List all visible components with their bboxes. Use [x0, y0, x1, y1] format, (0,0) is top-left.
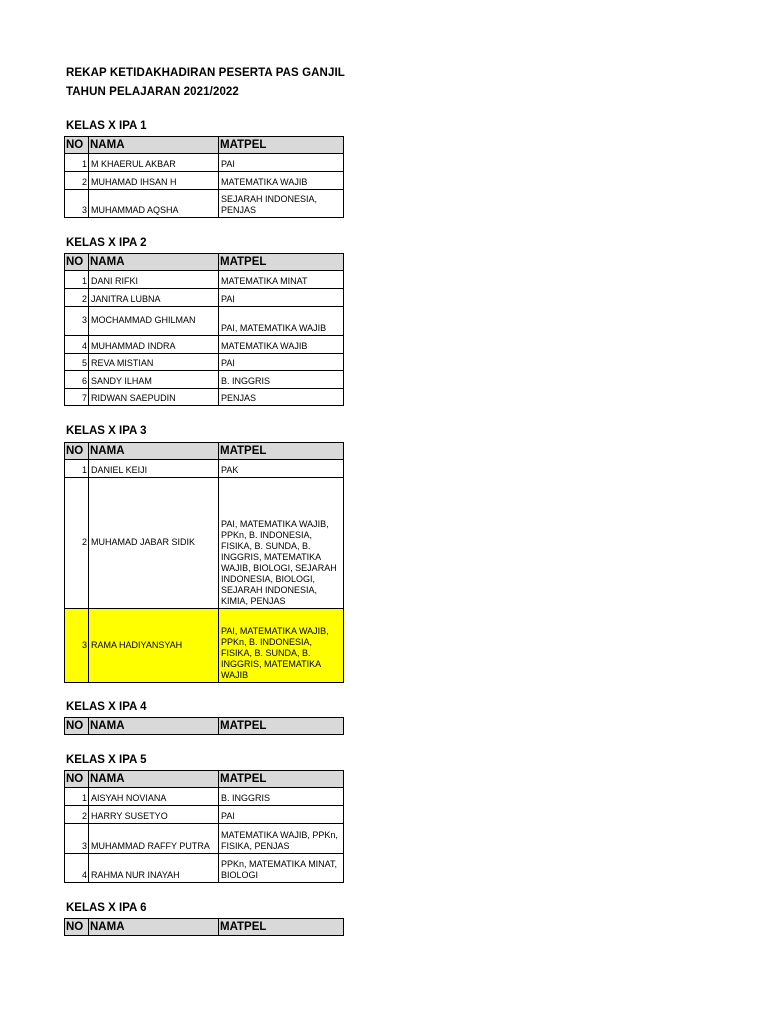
header-nama: NAMA [89, 443, 219, 460]
header-nama: NAMA [89, 771, 219, 788]
cell-no: 1 [65, 154, 89, 172]
document-title: REKAP KETIDAKHADIRAN PESERTA PAS GANJIL [66, 67, 345, 79]
table-row [65, 336, 344, 354]
cell-no: 2 [65, 289, 89, 307]
attendance-table-ipa2 [64, 253, 344, 406]
header-no: NO [65, 443, 89, 460]
cell-nama: RAMA HADIYANSYAH [89, 609, 219, 683]
class-heading-ipa1: KELAS X IPA 1 [66, 120, 147, 132]
class-heading-ipa3: KELAS X IPA 3 [66, 425, 147, 437]
attendance-table-ipa6 [64, 918, 344, 936]
table-row [65, 271, 344, 289]
cell-matpel: B. INGGRIS [219, 371, 344, 389]
cell-no: 4 [65, 854, 89, 883]
cell-matpel: PPKn, MATEMATIKA MINAT, BIOLOGI [219, 854, 344, 883]
header-matpel: MATPEL [219, 718, 344, 735]
cell-nama: SANDY ILHAM [89, 371, 219, 389]
cell-nama: JANITRA LUBNA [89, 289, 219, 307]
header-no: NO [65, 254, 89, 271]
header-matpel: MATPEL [219, 443, 344, 460]
cell-matpel: B. INGGRIS [219, 788, 344, 806]
table-row [65, 154, 344, 172]
cell-no: 1 [65, 788, 89, 806]
cell-no: 1 [65, 460, 89, 478]
header-nama: NAMA [89, 254, 219, 271]
header-matpel: MATPEL [219, 771, 344, 788]
header-no: NO [65, 718, 89, 735]
cell-no: 3 [65, 824, 89, 854]
cell-no: 6 [65, 371, 89, 389]
cell-matpel: PAI, MATEMATIKA WAJIB [219, 307, 344, 336]
document-subtitle: TAHUN PELAJARAN 2021/2022 [66, 86, 239, 98]
table-row [65, 806, 344, 824]
class-heading-ipa5: KELAS X IPA 5 [66, 754, 147, 766]
cell-nama: MUHAMMAD RAFFY PUTRA [89, 824, 219, 854]
cell-nama: DANIEL KEIJI [89, 460, 219, 478]
cell-matpel: PENJAS [219, 389, 344, 406]
table-header-row [65, 771, 344, 788]
table-row [65, 854, 344, 883]
cell-matpel: PAI [219, 289, 344, 307]
header-no: NO [65, 919, 89, 936]
cell-matpel: MATEMATIKA WAJIB [219, 172, 344, 190]
table-row [65, 190, 344, 218]
table-header-row [65, 254, 344, 271]
header-nama: NAMA [89, 718, 219, 735]
cell-nama: DANI RIFKI [89, 271, 219, 289]
cell-matpel: PAK [219, 460, 344, 478]
table-row [65, 478, 344, 609]
attendance-table-ipa1 [64, 136, 344, 218]
table-header-row [65, 137, 344, 154]
cell-matpel: MATEMATIKA WAJIB [219, 336, 344, 354]
header-no: NO [65, 137, 89, 154]
cell-no: 1 [65, 271, 89, 289]
table-row [65, 788, 344, 806]
cell-no: 3 [65, 190, 89, 218]
cell-nama: RIDWAN SAEPUDIN [89, 389, 219, 406]
cell-no: 2 [65, 806, 89, 824]
cell-nama: MUHAMMAD AQSHA [89, 190, 219, 218]
cell-matpel: MATEMATIKA MINAT [219, 271, 344, 289]
class-heading-ipa4: KELAS X IPA 4 [66, 701, 147, 713]
table-row [65, 460, 344, 478]
table-row [65, 824, 344, 854]
table-row [65, 354, 344, 371]
attendance-table-ipa3 [64, 442, 344, 683]
header-matpel: MATPEL [219, 254, 344, 271]
table-row [65, 371, 344, 389]
cell-no: 5 [65, 354, 89, 371]
table-header-row [65, 443, 344, 460]
header-matpel: MATPEL [219, 137, 344, 154]
table-row [65, 389, 344, 406]
cell-nama: REVA MISTIAN [89, 354, 219, 371]
attendance-table-ipa4 [64, 717, 344, 735]
cell-nama: MOCHAMMAD GHILMAN [89, 307, 219, 336]
cell-matpel: PAI, MATEMATIKA WAJIB, PPKn, B. INDONESIA, FISIKA, B. SUNDA, B. INGGRIS, MATEMATIKA WAJIB [219, 609, 344, 683]
class-heading-ipa6: KELAS X IPA 6 [66, 902, 147, 914]
table-row [65, 172, 344, 190]
cell-nama: HARRY SUSETYO [89, 806, 219, 824]
cell-nama: M KHAERUL AKBAR [89, 154, 219, 172]
table-header-row [65, 718, 344, 735]
cell-matpel: PAI [219, 154, 344, 172]
cell-nama: MUHAMAD IHSAN H [89, 172, 219, 190]
header-no: NO [65, 771, 89, 788]
class-heading-ipa2: KELAS X IPA 2 [66, 237, 147, 249]
table-row [65, 289, 344, 307]
cell-no: 3 [65, 307, 89, 336]
cell-nama: MUHAMMAD INDRA [89, 336, 219, 354]
cell-nama: RAHMA NUR INAYAH [89, 854, 219, 883]
cell-nama: AISYAH NOVIANA [89, 788, 219, 806]
cell-nama: MUHAMAD JABAR SIDIK [89, 478, 219, 609]
cell-matpel: PAI [219, 354, 344, 371]
table-header-row [65, 919, 344, 936]
cell-matpel: MATEMATIKA WAJIB, PPKn, FISIKA, PENJAS [219, 824, 344, 854]
cell-no: 3 [65, 609, 89, 683]
header-matpel: MATPEL [219, 919, 344, 936]
attendance-table-ipa5 [64, 770, 344, 883]
cell-no: 7 [65, 389, 89, 406]
header-nama: NAMA [89, 137, 219, 154]
table-row-highlighted [65, 609, 344, 683]
header-nama: NAMA [89, 919, 219, 936]
cell-no: 2 [65, 172, 89, 190]
cell-no: 2 [65, 478, 89, 609]
cell-matpel: PAI [219, 806, 344, 824]
cell-no: 4 [65, 336, 89, 354]
cell-matpel: SEJARAH INDONESIA, PENJAS [219, 190, 344, 218]
cell-matpel: PAI, MATEMATIKA WAJIB, PPKn, B. INDONESIA, FISIKA, B. SUNDA, B. INGGRIS, MATEMATIKA WAJIB, BIOLOGI, SEJARAH INDONESIA, BIOLOGI, SEJARAH INDONESIA, KIMIA, PENJAS [219, 478, 344, 609]
table-row [65, 307, 344, 336]
